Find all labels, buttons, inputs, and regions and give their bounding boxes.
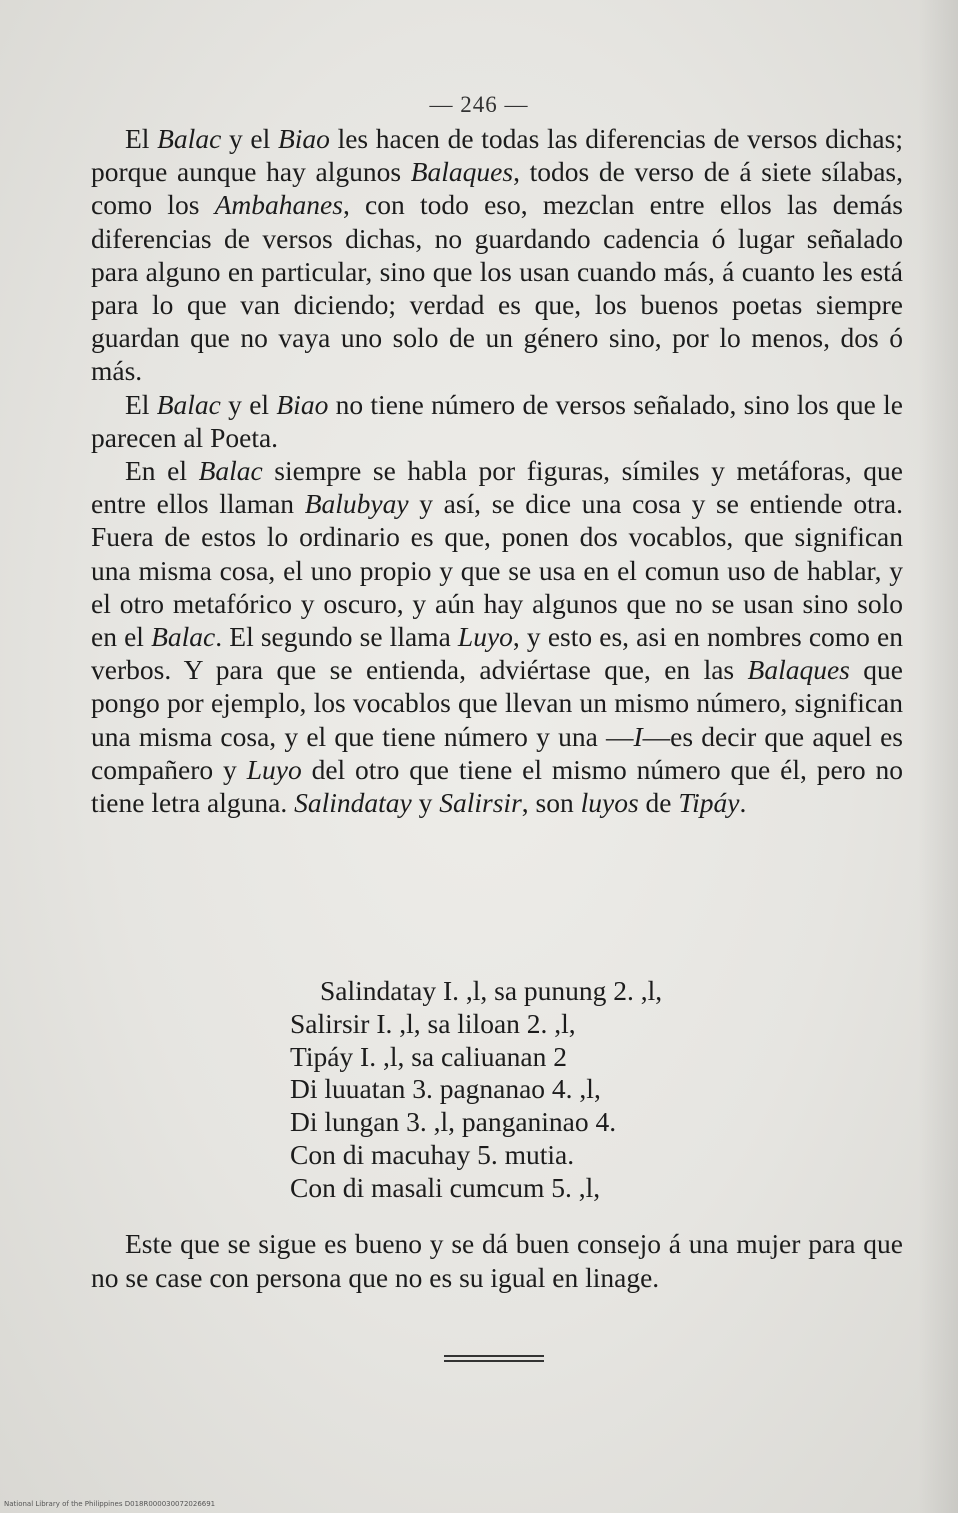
italic-term: Balac	[157, 123, 222, 154]
text-run: y el	[220, 388, 277, 420]
italic-term: Balac	[156, 388, 221, 420]
italic-term: Biao	[276, 388, 329, 420]
text-run: del otro que tiene el mismo número que él, pero no tiene letra alguna.	[91, 753, 903, 819]
italic-term: Salirsir	[439, 787, 522, 819]
main-text-block	[91, 122, 903, 819]
text-run: El	[125, 388, 157, 420]
section-divider-ornament	[444, 1355, 544, 1365]
verse-line: Di lungan 3. ,l, panganinao 4.	[290, 1106, 617, 1138]
text-run: y	[411, 787, 440, 819]
italic-term: Tipáy	[678, 787, 740, 819]
library-footer: National Library of the Philippines D018R000030072026691	[4, 1500, 216, 1508]
italic-term: Biao	[277, 123, 330, 154]
verse-line: Tipáy I. ,l, sa caliuanan 2	[290, 1040, 567, 1072]
text-run: que pongo por ejemplo, los vocablos que llevan un mismo número, significan una misma cosa, y el que tiene número y una —	[91, 654, 903, 752]
verse-line: Di luuatan 3. pagnanao 4. ,l,	[290, 1073, 601, 1105]
text-run: .	[739, 787, 747, 819]
italic-term: I	[633, 720, 643, 752]
italic-term: Balubyay	[304, 488, 409, 520]
italic-term: Luyo	[457, 621, 513, 653]
text-run: En el	[125, 455, 199, 487]
italic-term: Ambahanes	[214, 189, 343, 221]
verse-line: Salindatay I. ,l, sa punung 2. ,l,	[320, 975, 663, 1006]
text-run: y así, se dice una cosa y se entiende otra. Fuera de estos lo ordinario es que, ponen dos vocablos, que significan una misma cosa, el uno propio y que se usa en el comun uso de hablar, y el otro metafórico y oscuro, y aún hay algunos que no se usan sino solo en el	[91, 488, 903, 653]
italic-term: Balac	[151, 621, 216, 653]
italic-term: Luyo	[246, 753, 302, 785]
italic-term: Balaques	[410, 156, 514, 188]
verse-line: Con di macuhay 5. mutia.	[290, 1138, 575, 1170]
text-run: , y esto es, asi en nombres como en verbos. Y para que se entienda, adviértase que, en las	[91, 621, 904, 686]
text-run: , son	[521, 787, 581, 819]
italic-term: Balac	[198, 455, 263, 487]
text-run: y el	[221, 123, 278, 154]
text-run: no tiene número de versos señalado, sino los que le parecen al Poeta.	[91, 388, 903, 453]
paragraph-3	[91, 454, 903, 819]
italic-term: Salindatay	[294, 787, 412, 819]
text-run: , con todo eso, mezclan entre ellos las demás diferencias de versos dichas, no guardando cadencia ó lugar señalado para alguno en particular, sino que los usan cuando más, á cuanto les está para lo que van diciendo; verdad es que, los buenos poetas siempre guardan que no vaya uno solo de un género sino, por lo menos, dos ó más.	[91, 189, 903, 387]
page-edge-shadow	[918, 0, 958, 1513]
closing-paragraph: Este que se sigue es bueno y se dá buen consejo á una mujer para que no se case con persona que no es su igual en linage.	[91, 1228, 903, 1293]
verse-example	[290, 975, 810, 1205]
text-run: de	[638, 787, 679, 819]
verse-line: Con di masali cumcum 5. ,l,	[290, 1171, 601, 1203]
paragraph-1	[91, 122, 903, 388]
italic-term: luyos	[580, 787, 639, 819]
verse-line: Salirsir I. ,l, sa liloan 2. ,l,	[290, 1007, 576, 1039]
text-run: —es decir que aquel es compañero y	[91, 720, 903, 785]
page-number: — 246 —	[429, 92, 529, 117]
closing-text-block	[91, 1227, 903, 1294]
text-run: . El segundo se llama	[215, 621, 458, 653]
text-run: El	[125, 123, 158, 154]
text-run: , todos de verso de á siete sílabas, como los	[91, 156, 904, 221]
text-run: les hacen de todas las diferencias de versos dichas; porque aunque hay algunos	[91, 123, 903, 188]
italic-term: Balaques	[747, 654, 850, 686]
paragraph-2	[91, 388, 903, 454]
text-run: siempre se habla por figuras, símiles y metáforas, que entre ellos llaman	[91, 455, 903, 520]
